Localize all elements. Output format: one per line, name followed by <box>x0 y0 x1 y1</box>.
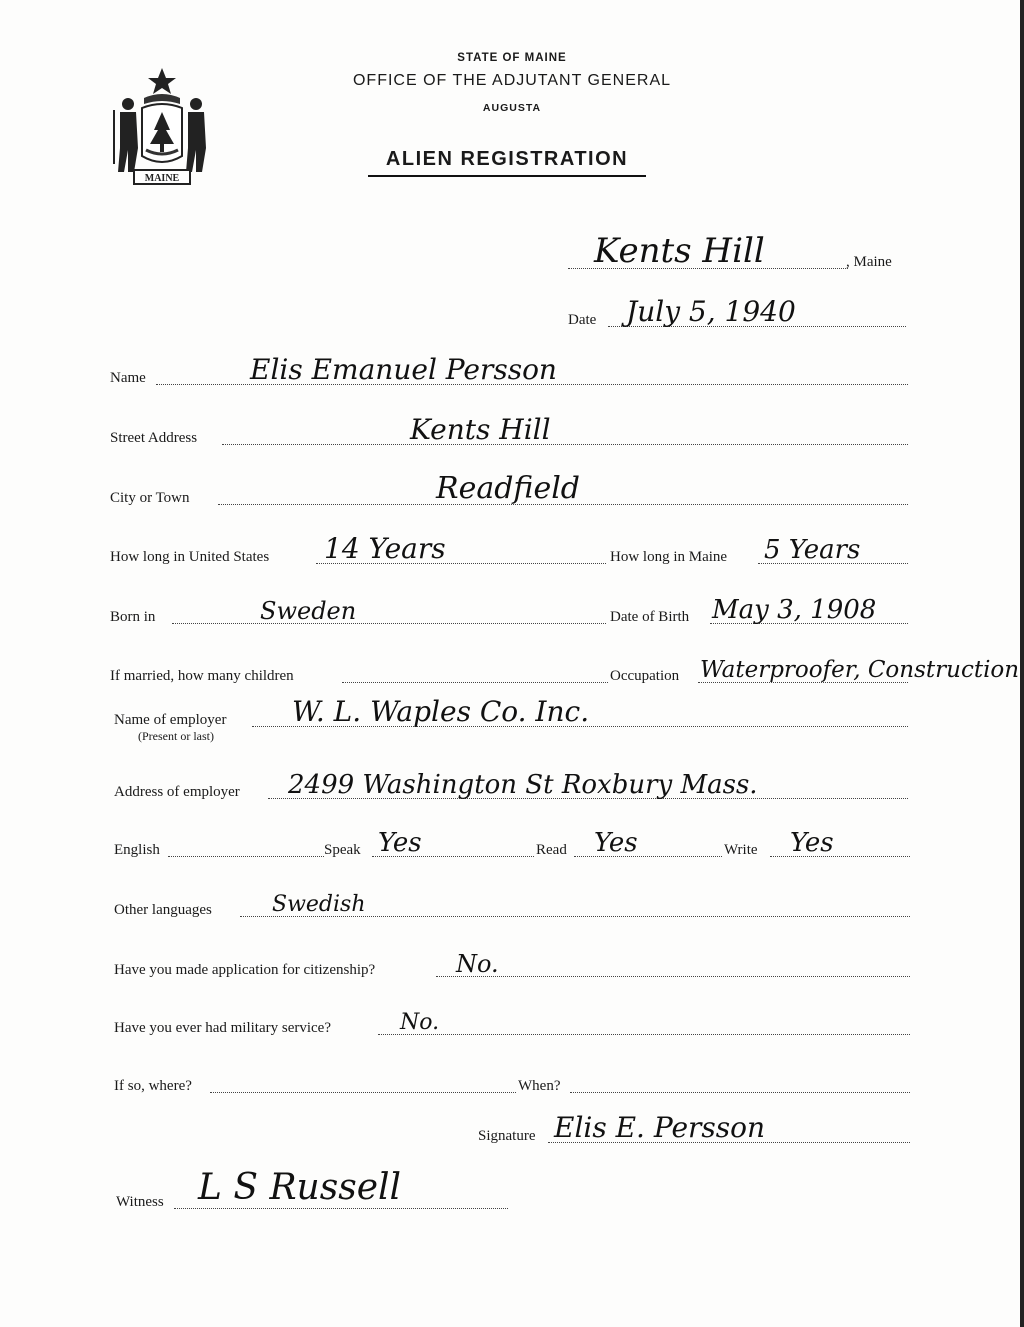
occupation-value: Waterproofer, Construction <box>700 657 1020 683</box>
how-long-us-value: 14 Years <box>324 532 446 565</box>
name-label: Name <box>110 370 146 386</box>
name-value: Elis Emanuel Persson <box>250 353 557 386</box>
form-title: ALIEN REGISTRATION <box>368 148 646 177</box>
date-of-birth-label: Date of Birth <box>610 609 690 625</box>
seal-text: MAINE <box>144 173 180 184</box>
citizenship-value: No. <box>456 950 499 978</box>
where-label: If so, where? <box>114 1078 192 1094</box>
date-of-birth-value: May 3, 1908 <box>712 595 877 625</box>
born-in-label: Born in <box>110 609 156 625</box>
employer-label: Name of employer <box>114 712 227 728</box>
name-row <box>110 346 910 386</box>
signature-row <box>476 1104 912 1144</box>
military-label: Have you ever had military service? <box>114 1020 331 1036</box>
other-languages-row <box>110 878 912 918</box>
street-address-row <box>110 406 910 446</box>
write-value: Yes <box>790 828 834 858</box>
how-long-maine-value: 5 Years <box>764 535 861 565</box>
born-row <box>110 585 910 625</box>
employer-value: W. L. Waples Co. Inc. <box>292 695 590 728</box>
employer-address-row <box>110 760 910 800</box>
how-long-row <box>110 525 910 565</box>
children-occupation-row <box>110 644 1022 684</box>
date-value: July 5, 1940 <box>626 295 796 328</box>
date-label: Date <box>568 312 597 328</box>
employer-row <box>110 695 910 743</box>
place-suffix: , Maine <box>846 254 892 270</box>
street-address-label: Street Address <box>110 430 198 446</box>
where-when-row <box>110 1054 912 1094</box>
place-value: Kents Hill <box>594 231 765 271</box>
header-city: AUGUSTA <box>482 102 542 114</box>
speak-value: Yes <box>378 828 422 858</box>
signature-label: Signature <box>478 1128 536 1144</box>
city-value: Readfield <box>436 471 580 506</box>
header-state: STATE OF MAINE <box>457 52 567 64</box>
witness-value: L S Russell <box>198 1167 402 1208</box>
born-in-value: Sweden <box>260 597 357 625</box>
read-label: Read <box>536 842 567 858</box>
citizenship-row <box>110 938 912 978</box>
write-label: Write <box>724 842 758 858</box>
speak-label: Speak <box>324 842 361 858</box>
read-value: Yes <box>594 828 638 858</box>
header-office: OFFICE OF THE ADJUTANT GENERAL <box>352 72 672 89</box>
employer-sublabel: (Present or last) <box>138 729 214 743</box>
signature-value: Elis E. Persson <box>554 1111 766 1144</box>
witness-row <box>110 1150 510 1210</box>
how-long-maine-label: How long in Maine <box>610 549 728 565</box>
street-address-value: Kents Hill <box>410 413 551 446</box>
how-long-us-label: How long in United States <box>110 549 270 565</box>
citizenship-label: Have you made application for citizenship? <box>114 962 376 978</box>
english-label: English <box>114 842 160 858</box>
when-label: When? <box>518 1078 561 1094</box>
employer-address-label: Address of employer <box>114 784 240 800</box>
date-row <box>566 288 910 328</box>
military-value: No. <box>400 1010 440 1035</box>
english-row <box>110 818 912 858</box>
employer-address-value: 2499 Washington St Roxbury Mass. <box>288 770 758 800</box>
children-label: If married, how many children <box>110 668 294 684</box>
city-label: City or Town <box>110 490 190 506</box>
city-row <box>110 466 910 506</box>
witness-label: Witness <box>116 1194 164 1210</box>
military-row <box>110 996 912 1036</box>
place-row <box>560 230 920 270</box>
occupation-label: Occupation <box>610 668 680 684</box>
other-languages-value: Swedish <box>272 892 366 917</box>
other-languages-label: Other languages <box>114 902 212 918</box>
